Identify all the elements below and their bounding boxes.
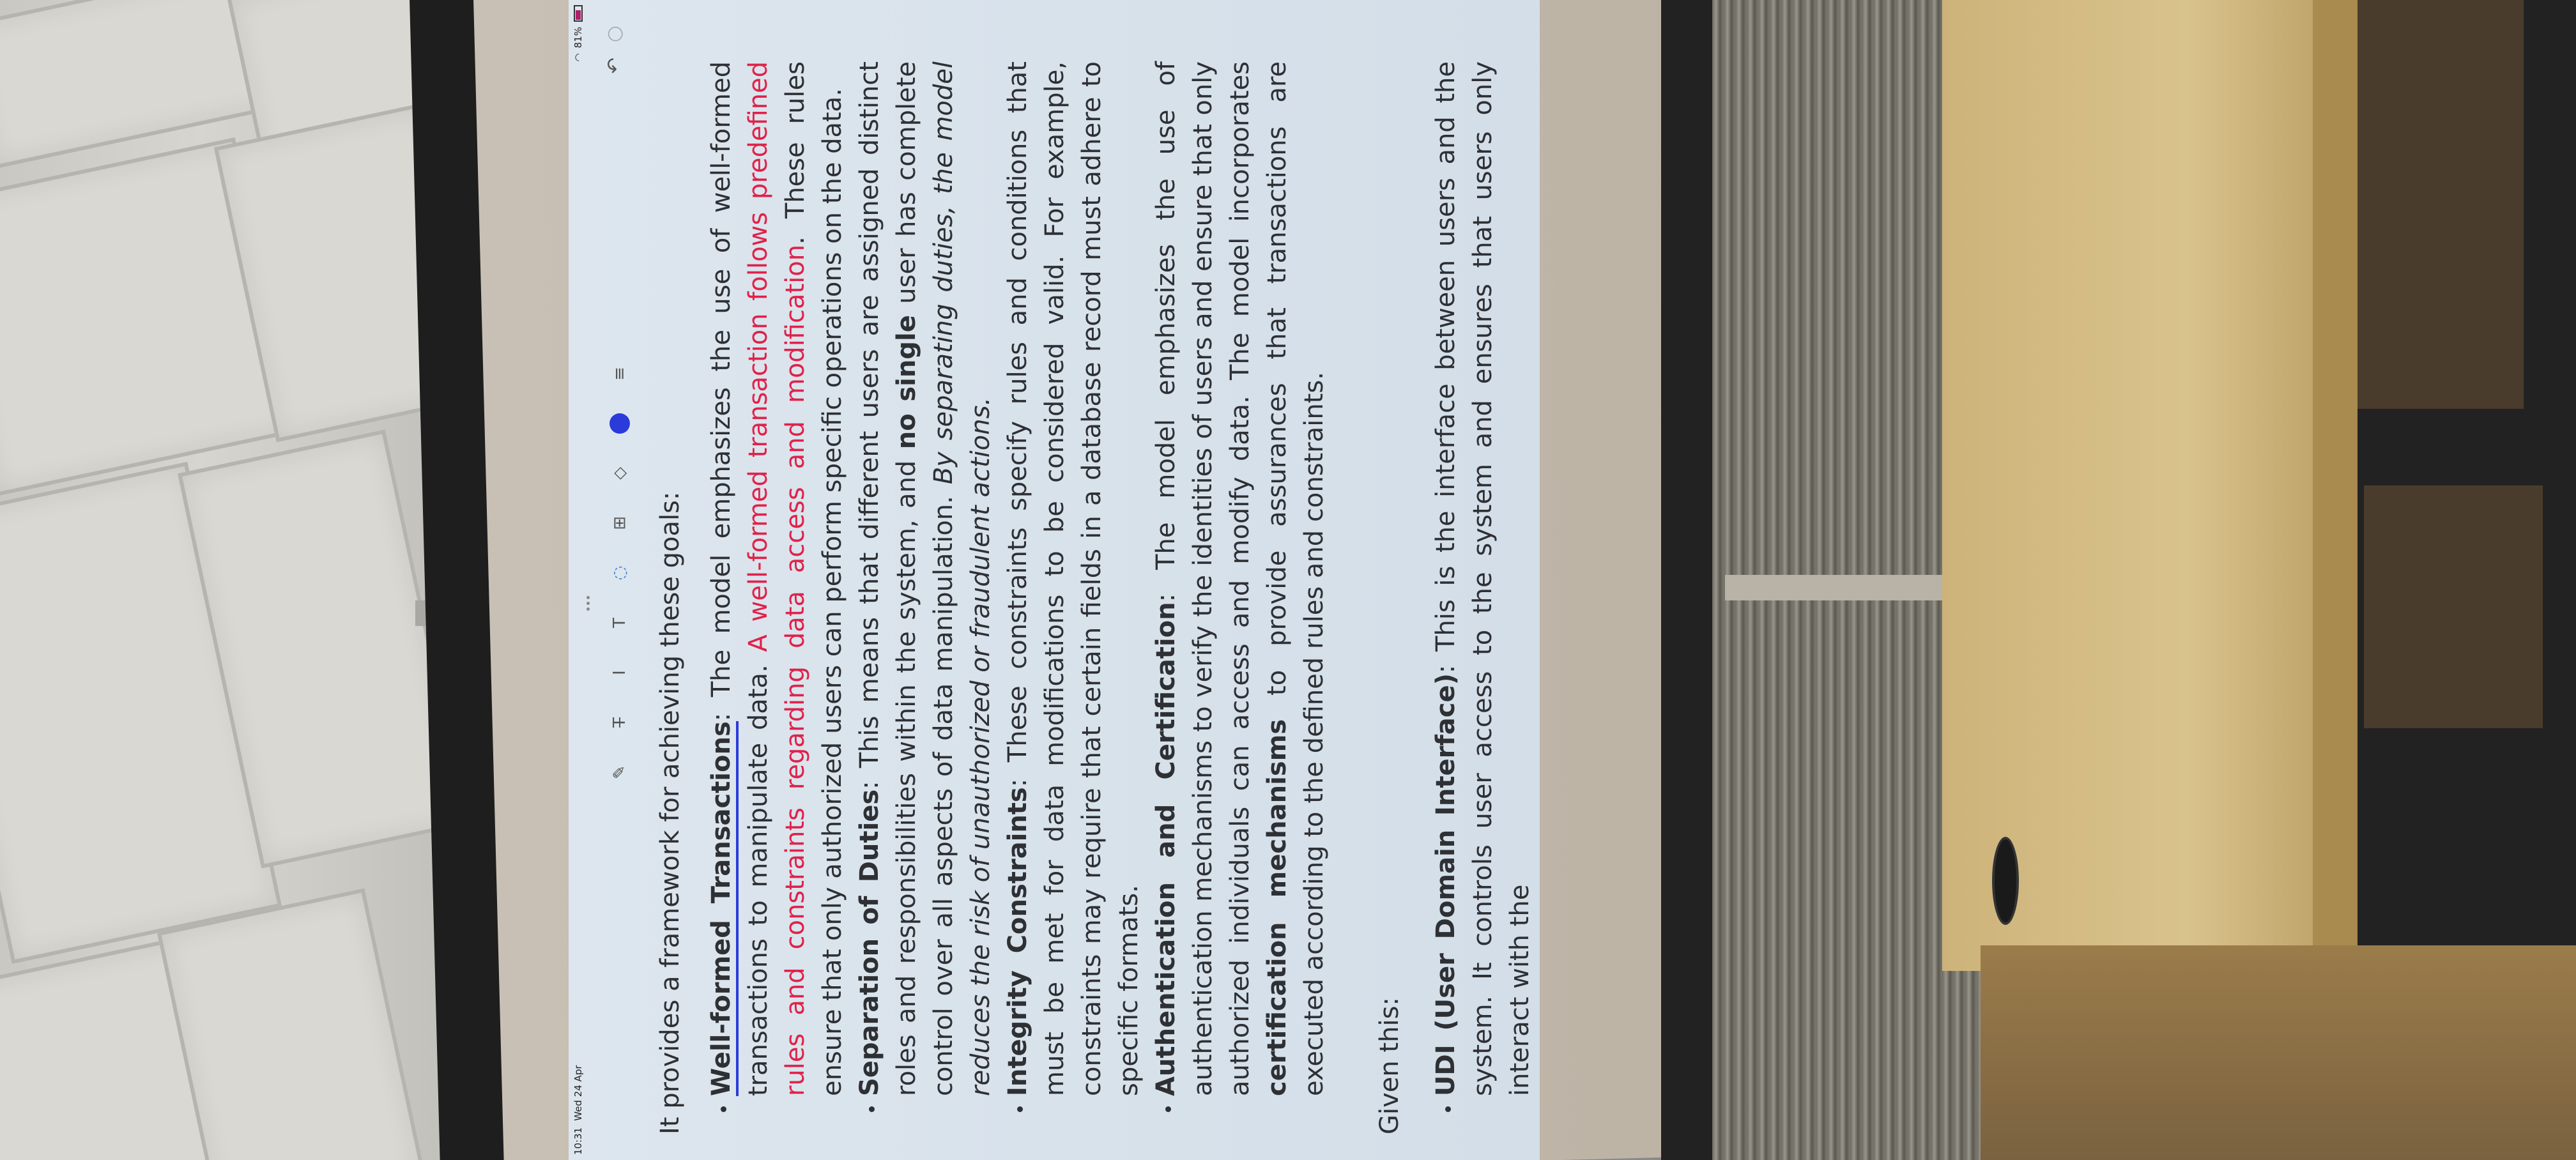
ceiling-tile (157, 889, 426, 1160)
lasso-icon[interactable]: ◌ (610, 565, 629, 581)
undo-redo (603, 26, 625, 73)
document-body (652, 61, 1538, 1134)
desk-edge (2313, 0, 2358, 958)
undo-icon[interactable]: ↶ (603, 57, 625, 74)
item-title: UDI (User Domain Interface) (1431, 673, 1460, 1096)
components-list (1427, 61, 1538, 1134)
item-title: Separation of Duties (855, 789, 884, 1096)
item-text: . These rules ensure that only authorized users can perform specific operations on the data. (781, 61, 847, 1096)
item-text: : The model emphasizes the use of well-formed transactions to manipulate data. (707, 61, 773, 1096)
given-heading: Given this: (1375, 997, 1404, 1134)
list-item (1427, 61, 1538, 1096)
desk (1942, 0, 2351, 971)
desk-cable-hole (1992, 837, 2019, 925)
pen-color-swatch[interactable] (610, 413, 630, 434)
list-item (999, 61, 1147, 1096)
italic-text: By separating duties, the model reduces the risk of unauthorized or fraudulent actions. (929, 61, 995, 1096)
battery-percent: 81% (572, 27, 584, 49)
item-title: Integrity Constraints (1003, 787, 1032, 1096)
goals-list (703, 61, 1333, 1134)
list-item (851, 61, 999, 1096)
status-time: 10:31 (572, 1127, 584, 1155)
pen-icon[interactable]: ✎ (610, 765, 629, 779)
color-picker[interactable] (609, 413, 631, 434)
item-text: : The model emphasizes the use of authentication mechanisms to verify the identities of users and ensure that only authorized individuals can access and modify data. The model incorporates (1151, 61, 1255, 1096)
status-bar (569, 0, 588, 1160)
menu-icon[interactable]: ≡ (610, 367, 629, 381)
floor (1981, 945, 2576, 1160)
list-item (703, 61, 851, 1096)
strikethrough-icon[interactable]: T (610, 717, 629, 728)
tablet-display (569, 0, 1540, 1160)
text-icon[interactable]: T (610, 618, 629, 628)
item-title: Authentication and Certification (1151, 602, 1181, 1096)
drag-handle[interactable] (580, 591, 585, 611)
intro-text: It provides a framework for achieving these goals: (656, 491, 685, 1134)
wifi-icon: ◠ (572, 53, 584, 62)
add-box-icon[interactable]: ⊞ (610, 516, 629, 530)
item-text: : This means that different users are assigned distinct roles and responsibilities within the system, and (855, 61, 921, 1096)
battery-icon (574, 5, 583, 22)
item-title: Well-formed Transactions (707, 721, 739, 1096)
redo-icon[interactable]: ○ (603, 26, 625, 43)
item-text: : This is the interface between users and the system. It controls user access to the system and ensures that users only interact with the (1431, 61, 1535, 1096)
eraser-icon[interactable]: ◇ (610, 467, 629, 480)
list-item (1147, 61, 1333, 1096)
item-text: : These constraints specify rules and conditions that must be met for data modifications to be considered valid. For example, constraints may require that certain fields in a database record must adhere to specific formats. (1003, 61, 1144, 1096)
projected-screen (569, 0, 1540, 1160)
status-date: Wed 24 Apr (572, 1065, 584, 1121)
highlight-text: A well-formed transaction follows predefined rules and constraints regarding data access and modification (744, 61, 810, 1096)
blinds-bar (1725, 575, 1974, 600)
item-text: to provide assurances that transactions are executed according to the defined rules and constraints. (1262, 61, 1329, 1096)
annotation-toolbar (601, 363, 639, 783)
text-cursor-icon[interactable]: I (610, 670, 629, 675)
bold-text: no single (892, 315, 921, 450)
item-text: user has complete control over all aspects of data manipulation. (892, 61, 958, 1096)
bold-text: certification mechanisms (1262, 719, 1292, 1096)
dark-panel (2364, 485, 2543, 728)
